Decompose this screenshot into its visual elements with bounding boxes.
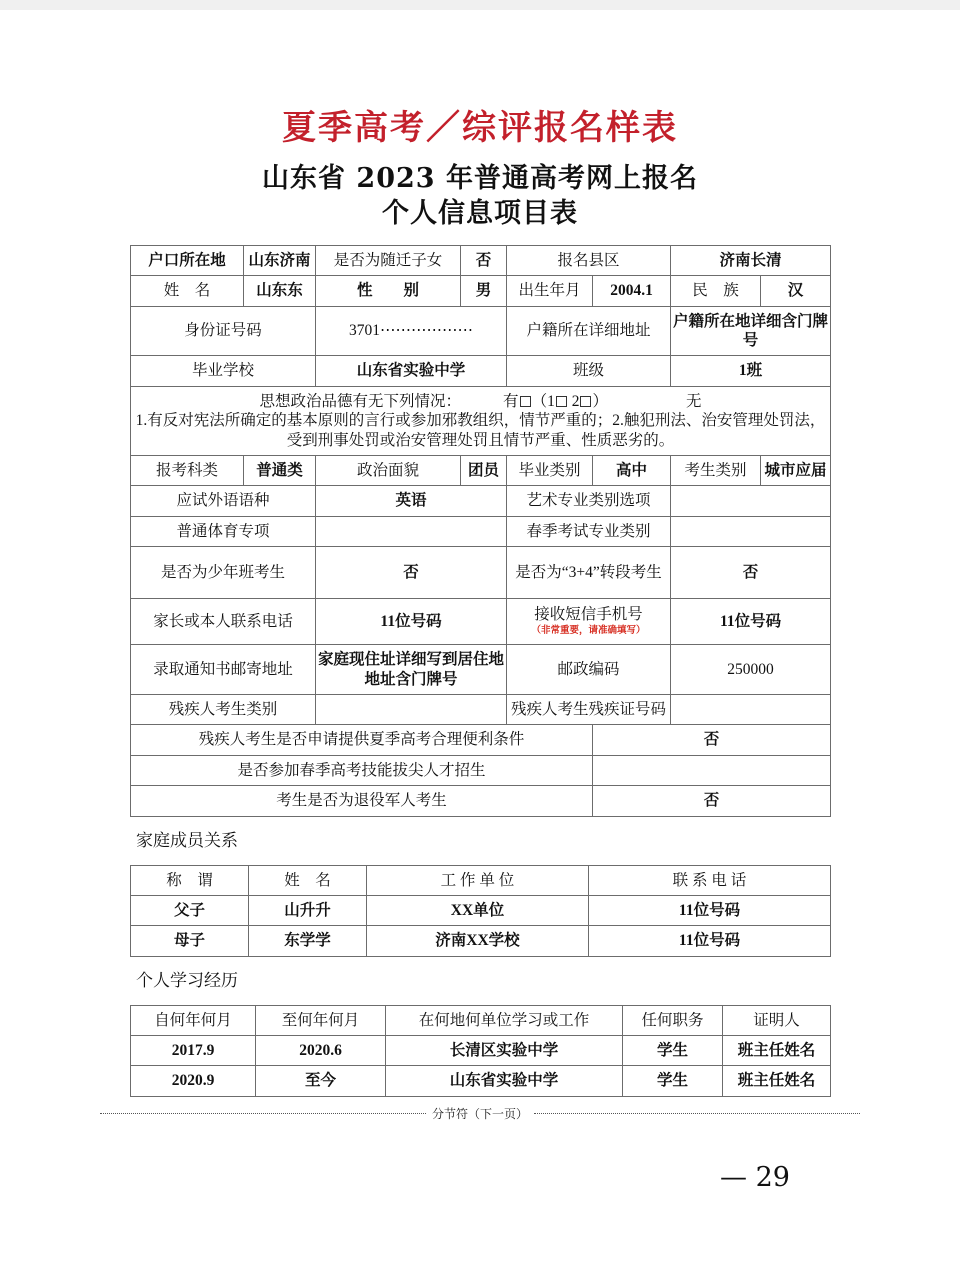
table-row [131,725,831,755]
value-graduation-school[interactable]: 山东省实验中学 [316,356,507,386]
table-row [131,895,831,925]
table-header-row [131,1005,831,1035]
sms-phone-note: （非常重要，请准确填写） [531,625,646,636]
label-exam-subject-category: 报考科类 [131,455,244,485]
edu-header-to: 至何年何月 [256,1005,386,1035]
value-admission-mail-address[interactable]: 家庭现住址详细写到居住地地址含门牌号 [316,645,507,695]
value-ethnicity[interactable]: 汉 [761,276,831,306]
label-veteran-candidate: 考生是否为退役军人考生 [131,786,593,816]
label-sms-phone [507,599,671,645]
family-header-relation: 称 谓 [131,865,249,895]
edu-from[interactable]: 2017.9 [131,1036,256,1066]
checkbox-2[interactable] [580,396,591,407]
label-parent-phone: 家长或本人联系电话 [131,599,316,645]
table-row [131,1066,831,1096]
value-class[interactable]: 1班 [671,356,831,386]
form-title [0,161,960,231]
option-has-label: 有 [503,392,519,410]
edu-place[interactable]: 山东省实验中学 [386,1066,623,1096]
label-foreign-language: 应试外语语种 [131,486,316,516]
value-political-status[interactable]: 团员 [461,455,507,485]
document-titles [0,0,960,231]
table-row [131,695,831,725]
edu-header-from: 自何年何月 [131,1005,256,1035]
option-none-label: 无 [685,392,702,410]
family-phone[interactable]: 11位号码 [589,895,831,925]
section-break-label: 分节符（下一页） [432,1106,529,1121]
personal-info-table [130,245,831,817]
family-workplace[interactable]: XX单位 [367,895,589,925]
edu-position[interactable]: 学生 [623,1036,723,1066]
education-section-title: 个人学习经历 [136,970,238,990]
value-migrant-child[interactable]: 否 [461,245,507,275]
family-header-workplace: 工 作 单 位 [367,865,589,895]
family-name[interactable]: 山升升 [249,895,367,925]
option-2-label: 2 [571,392,580,410]
value-art-major-option[interactable] [671,486,831,516]
table-row [131,245,831,275]
table-row [131,599,831,645]
top-band [0,0,960,10]
label-birth-date: 出生年月 [507,276,593,306]
edu-witness[interactable]: 班主任姓名 [723,1066,831,1096]
edu-header-place: 在何地何单位学习或工作 [386,1005,623,1035]
family-phone[interactable]: 11位号码 [589,926,831,956]
table-row [131,755,831,785]
family-relation[interactable]: 父子 [131,895,249,925]
family-members-table [130,865,831,957]
family-header-name: 姓 名 [249,865,367,895]
edu-position[interactable]: 学生 [623,1066,723,1096]
label-graduation-type: 毕业类别 [507,455,593,485]
label-name: 姓 名 [131,276,244,306]
value-sports-specialty[interactable] [316,516,507,546]
value-disability-accommodation[interactable]: 否 [593,725,831,755]
form-title-line1: 山东省 2023 年普通高考网上报名 [262,162,698,194]
table-row [131,386,831,455]
table-row [131,486,831,516]
value-name[interactable]: 山东东 [244,276,316,306]
value-household-address[interactable]: 户籍所在地详细含门牌号 [671,306,831,356]
education-history-table [130,1005,831,1097]
family-header-phone: 联 系 电 话 [589,865,831,895]
edu-header-witness: 证明人 [723,1005,831,1035]
table-row [131,645,831,695]
label-spring-exam-major: 春季考试专业类别 [507,516,671,546]
edu-place[interactable]: 长清区实验中学 [386,1036,623,1066]
value-veteran-candidate[interactable]: 否 [593,786,831,816]
table-row [131,276,831,306]
label-registration-county: 报名县区 [507,245,671,275]
option-paren-close: ） [592,392,608,410]
option-paren-open: （1 [531,392,555,410]
page-title: 夏季高考／综评报名样表 [282,108,678,148]
label-gender: 性 别 [316,276,461,306]
value-graduation-type[interactable]: 高中 [593,455,671,485]
family-workplace[interactable]: 济南XX学校 [367,926,589,956]
label-political-status: 政治面貌 [316,455,461,485]
value-id-number[interactable]: 3701⋯⋯⋯⋯⋯⋯ [316,306,507,356]
label-ethnicity: 民 族 [671,276,761,306]
value-parent-phone[interactable]: 11位号码 [316,599,507,645]
form-title-line2: 个人信息项目表 [382,197,578,229]
table-row [131,786,831,816]
label-disability-accommodation: 残疾人考生是否申请提供夏季高考合理便利条件 [131,725,593,755]
label-sms-phone-text: 接收短信手机号 [534,606,643,624]
family-table-wrapper [130,865,830,957]
section-break [100,1105,860,1122]
value-disability-type[interactable] [316,695,507,725]
label-migrant-child: 是否为随迁子女 [316,245,461,275]
value-spring-exam-major[interactable] [671,516,831,546]
label-3plus4-transfer: 是否为“3+4”转段考生 [507,547,671,599]
label-household-address: 户籍所在详细地址 [507,306,671,356]
education-table-wrapper [130,1005,830,1097]
page-number: — 29 [720,1161,790,1193]
value-exam-subject-category[interactable]: 普通类 [244,455,316,485]
value-registration-county[interactable]: 济南长清 [671,245,831,275]
label-class: 班级 [507,356,671,386]
table-row [131,547,831,599]
label-disability-type: 残疾人考生类别 [131,695,316,725]
value-foreign-language[interactable]: 英语 [316,486,507,516]
label-candidate-type: 考生类别 [671,455,761,485]
value-sms-phone[interactable]: 11位号码 [671,599,831,645]
label-admission-mail-address: 录取通知书邮寄地址 [131,645,316,695]
political-moral-options [133,392,828,411]
info-table-wrapper [130,245,830,817]
family-name[interactable]: 东学学 [249,926,367,956]
label-postal-code: 邮政编码 [507,645,671,695]
edu-from[interactable]: 2020.9 [131,1066,256,1096]
value-candidate-type[interactable]: 城市应届 [761,455,831,485]
checkbox-1[interactable] [556,396,567,407]
label-art-major-option: 艺术专业类别选项 [507,486,671,516]
political-moral-label: 思想政治品德有无下列情况： [259,392,462,410]
value-gender[interactable]: 男 [461,276,507,306]
value-household-location[interactable]: 山东济南 [244,245,316,275]
edu-header-position: 任何职务 [623,1005,723,1035]
section-break-dash-left [100,1113,426,1114]
table-row [131,516,831,546]
edu-to[interactable]: 至今 [256,1066,386,1096]
edu-to[interactable]: 2020.6 [256,1036,386,1066]
label-sports-specialty: 普通体育专项 [131,516,316,546]
family-section-title: 家庭成员关系 [136,830,238,850]
section-break-dash-right [534,1113,860,1114]
value-3plus4-transfer[interactable]: 否 [671,547,831,599]
table-row [131,306,831,356]
political-moral-cell [131,386,831,455]
value-birth-date[interactable]: 2004.1 [593,276,671,306]
political-moral-detail: 1.有反对宪法所确定的基本原则的言行或参加邪教组织，情节严重的；2.触犯刑法、治安管理处罚法，受到刑事处罚或治安管理处罚且情节严重、性质恶劣的。 [135,412,826,449]
label-skill-talent-admission: 是否参加春季高考技能拔尖人才招生 [131,755,593,785]
value-disability-certificate[interactable] [671,695,831,725]
checkbox-has[interactable] [520,396,531,407]
label-household-location: 户口所在地 [131,245,244,275]
value-postal-code[interactable]: 250000 [671,645,831,695]
table-row [131,1036,831,1066]
value-junior-class-candidate[interactable]: 否 [316,547,507,599]
label-junior-class-candidate: 是否为少年班考生 [131,547,316,599]
family-relation[interactable]: 母子 [131,926,249,956]
edu-witness[interactable]: 班主任姓名 [723,1036,831,1066]
table-row [131,356,831,386]
table-row [131,926,831,956]
label-graduation-school: 毕业学校 [131,356,316,386]
table-row [131,455,831,485]
label-id-number: 身份证号码 [131,306,316,356]
label-disability-certificate: 残疾人考生残疾证号码 [507,695,671,725]
value-skill-talent-admission[interactable] [593,755,831,785]
table-header-row [131,865,831,895]
